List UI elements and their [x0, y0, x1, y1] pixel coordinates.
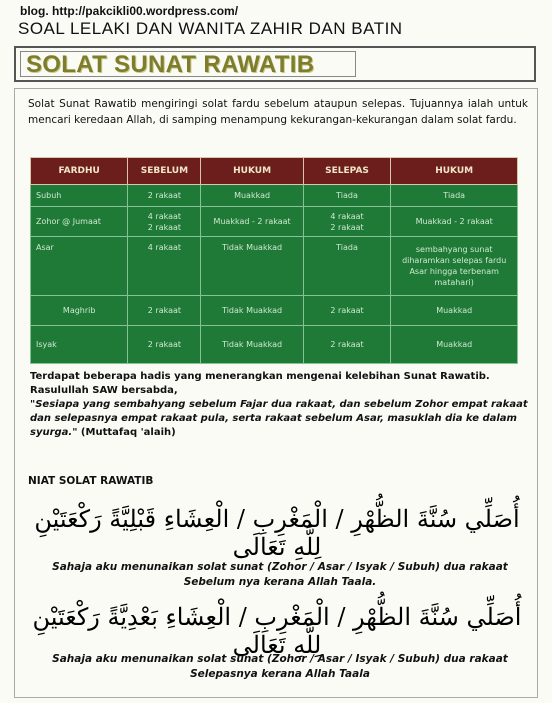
cell-hukum: Muakkad: [201, 185, 303, 207]
cell-selepas: 2 rakaat: [303, 325, 391, 363]
table-row: [31, 295, 518, 325]
title-box: [14, 46, 536, 82]
cell-fardhu: Isyak: [31, 325, 128, 363]
cell-hukum: Tidak Muakkad: [201, 237, 303, 295]
translation-after: Sahaja aku menunaikan solat sunat (Zohor / Asar / Isyak / Subuh) dua rakaat Selepasnya kerana Allah Taala: [52, 653, 508, 680]
cell-fardhu: Zohor @ Jumaat: [31, 207, 128, 237]
cell-sebelum: 2 rakaat: [128, 325, 201, 363]
cell-hukum: Muakkad - 2 rakaat: [201, 207, 303, 237]
hadith-reference: (Muttafaq 'alaih): [80, 427, 176, 438]
rawatib-table: [30, 157, 518, 364]
intro-paragraph: Solat Sunat Rawatib mengiringi solat fardu sebelum ataupun selepas. Tujuannya ialah untuk mencari keredaan Allah, di samping menampung kekurangan-kekurangan dalam solat fardu.: [28, 98, 528, 126]
cell-sebelum: 4 rakaat 2 rakaat: [128, 207, 201, 237]
table-row: [31, 325, 518, 363]
table-header-row: [31, 158, 518, 185]
cell-hukum-selepas: Tiada: [391, 185, 518, 207]
cell-fardhu: Maghrib: [31, 295, 128, 325]
hadith-quote: "Sesiapa yang sembahyang sebelum Fajar dua rakaat, dan sebelum Zohor empat rakaat dan selepasnya empat rakaat pula, serta rakaat sebelum Asar, masuklah dia ke dalam syurga.": [30, 399, 528, 438]
header-sebelum: SEBELUM: [128, 158, 201, 185]
table-row: [31, 237, 518, 295]
page-title: SOLAT SUNAT RAWATIB: [26, 51, 315, 78]
cell-selepas: 2 rakaat: [303, 295, 391, 325]
cell-hukum-selepas: Muakkad - 2 rakaat: [391, 207, 518, 237]
header-hukum: HUKUM: [201, 158, 303, 185]
hadith-paragraph: [30, 370, 530, 440]
cell-hukum-selepas: Muakkad: [391, 325, 518, 363]
niat-heading: NIAT SOLAT RAWATIB: [28, 475, 154, 487]
cell-hukum: Tidak Muakkad: [201, 325, 303, 363]
table-row: [31, 207, 518, 237]
cell-hukum: Tidak Muakkad: [201, 295, 303, 325]
translation-before: Sahaja aku menunaikan solat sunat (Zohor / Asar / Isyak / Subuh) dua rakaat Sebelum nya kerana Allah Taala.: [52, 561, 508, 588]
rawatib-table-wrap: [30, 157, 518, 364]
cell-selepas: 4 rakaat 2 rakaat: [303, 207, 391, 237]
header-selepas: SELEPAS: [303, 158, 391, 185]
cell-hukum-selepas: Muakkad: [391, 295, 518, 325]
table-row: [31, 185, 518, 207]
cell-selepas: Tiada: [303, 237, 391, 295]
cell-sebelum: 2 rakaat: [128, 295, 201, 325]
header-hukum-selepas: HUKUM: [391, 158, 518, 185]
header-fardhu: FARDHU: [31, 158, 128, 185]
cell-sebelum: 4 rakaat: [128, 237, 201, 295]
arabic-niat-before: أُصَلِّي سُنَّةَ الظُّهْرِ / الْمَغْرِبِ / الْعِشَاءِ قَبْلِيَّةً رَكْعَتَيْنِ لِلَّهِ تَعَالَى: [34, 505, 520, 561]
cell-fardhu: Subuh: [31, 185, 128, 207]
cell-fardhu: Asar: [31, 237, 128, 295]
page-header: SOAL LELAKI DAN WANITA ZAHIR DAN BATIN: [18, 19, 403, 38]
blog-url: blog. http://pakcikli00.wordpress.com/: [20, 4, 239, 18]
cell-sebelum: 2 rakaat: [128, 185, 201, 207]
arabic-niat-after: أُصَلِّي سُنَّةَ الظُّهْرِ / الْمَغْرِبِ / الْعِشَاءِ بَعْدِيَّةً رَكْعَتَيْنِ لِلَّهِ تَعَالَى: [32, 603, 522, 659]
cell-selepas: Tiada: [303, 185, 391, 207]
cell-hukum-selepas: sembahyang sunat diharamkan selepas fardu Asar hingga terbenam matahari): [391, 237, 518, 295]
hadith-intro: Terdapat beberapa hadis yang menerangkan mengenai kelebihan Sunat Rawatib. Rasulullah SAW bersabda,: [30, 371, 490, 396]
